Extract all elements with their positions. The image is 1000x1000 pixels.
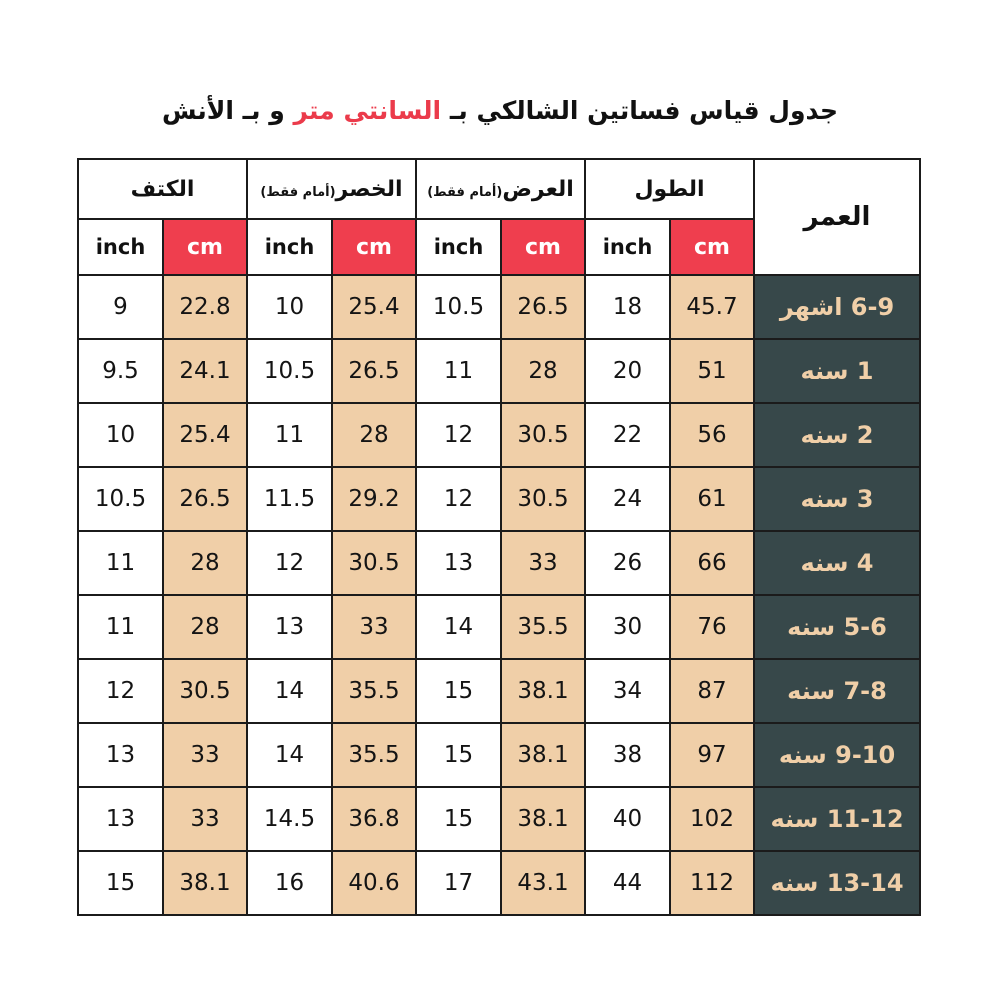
cell-age: 6-9 اشهر [754,275,920,339]
cell-width-cm: 35.5 [501,595,585,659]
cell-width-inch: 15 [416,659,501,723]
cell-shoulder-inch: 15 [78,851,163,915]
cell-waist-inch: 14 [247,659,332,723]
title-text-accent: السانتي متر [293,96,442,125]
table-header-groups [78,159,920,219]
column-group-width-label: العرض [502,176,574,202]
unit-header-waist-cm: cm [332,219,416,275]
cell-width-cm: 30.5 [501,403,585,467]
cell-length-cm: 45.7 [670,275,754,339]
unit-header-width-inch: inch [416,219,501,275]
cell-waist-inch: 14 [247,723,332,787]
cell-length-cm: 76 [670,595,754,659]
cell-shoulder-inch: 11 [78,595,163,659]
column-header-age: العمر [754,159,920,275]
cell-age: 7-8 سنه [754,659,920,723]
cell-shoulder-inch: 9.5 [78,339,163,403]
cell-width-inch: 12 [416,467,501,531]
cell-age: 1 سنه [754,339,920,403]
cell-age: 13-14 سنه [754,851,920,915]
cell-width-cm: 38.1 [501,787,585,851]
table-row [78,467,920,531]
cell-waist-cm: 28 [332,403,416,467]
unit-header-length-cm: cm [670,219,754,275]
cell-waist-cm: 26.5 [332,339,416,403]
column-group-waist-label: الخصر [335,176,403,202]
cell-shoulder-inch: 9 [78,275,163,339]
table-row [78,595,920,659]
cell-waist-cm: 40.6 [332,851,416,915]
cell-width-inch: 10.5 [416,275,501,339]
cell-age: 4 سنه [754,531,920,595]
cell-waist-inch: 13 [247,595,332,659]
column-group-length-label: الطول [634,176,705,202]
cell-waist-cm: 35.5 [332,723,416,787]
cell-shoulder-inch: 13 [78,723,163,787]
cell-waist-cm: 30.5 [332,531,416,595]
cell-width-inch: 11 [416,339,501,403]
cell-waist-inch: 14.5 [247,787,332,851]
table-row [78,403,920,467]
cell-age: 9-10 سنه [754,723,920,787]
cell-shoulder-inch: 12 [78,659,163,723]
column-group-waist-note: (أمام فقط) [260,184,336,200]
cell-length-cm: 66 [670,531,754,595]
cell-length-inch: 26 [585,531,670,595]
cell-width-inch: 12 [416,403,501,467]
cell-length-inch: 44 [585,851,670,915]
cell-shoulder-inch: 13 [78,787,163,851]
cell-waist-inch: 10.5 [247,339,332,403]
cell-width-inch: 15 [416,787,501,851]
cell-shoulder-cm: 24.1 [163,339,247,403]
cell-shoulder-cm: 22.8 [163,275,247,339]
cell-age: 2 سنه [754,403,920,467]
size-table [77,158,921,916]
cell-length-inch: 18 [585,275,670,339]
cell-length-cm: 112 [670,851,754,915]
cell-waist-inch: 11 [247,403,332,467]
column-group-shoulder-label: الكتف [130,176,195,202]
cell-width-cm: 33 [501,531,585,595]
cell-waist-inch: 12 [247,531,332,595]
cell-waist-cm: 35.5 [332,659,416,723]
title-text-before: جدول قياس فساتين الشالكي بـ [441,96,838,125]
table-row [78,531,920,595]
cell-length-cm: 87 [670,659,754,723]
page-title [0,96,1000,125]
title-text-after: و بـ الأنش [162,96,294,125]
size-table-container [79,158,921,916]
cell-waist-cm: 29.2 [332,467,416,531]
cell-length-inch: 40 [585,787,670,851]
cell-shoulder-cm: 30.5 [163,659,247,723]
unit-header-width-cm: cm [501,219,585,275]
cell-shoulder-inch: 10.5 [78,467,163,531]
cell-length-inch: 20 [585,339,670,403]
unit-header-shoulder-cm: cm [163,219,247,275]
table-row [78,787,920,851]
cell-length-cm: 56 [670,403,754,467]
cell-waist-inch: 10 [247,275,332,339]
cell-length-cm: 97 [670,723,754,787]
table-row [78,851,920,915]
cell-length-inch: 30 [585,595,670,659]
table-row [78,275,920,339]
cell-waist-cm: 36.8 [332,787,416,851]
cell-width-inch: 17 [416,851,501,915]
cell-length-inch: 34 [585,659,670,723]
cell-width-inch: 14 [416,595,501,659]
cell-length-cm: 61 [670,467,754,531]
cell-width-cm: 43.1 [501,851,585,915]
column-group-waist [247,159,416,219]
unit-header-shoulder-inch: inch [78,219,163,275]
cell-shoulder-cm: 38.1 [163,851,247,915]
column-group-width [416,159,585,219]
cell-width-cm: 38.1 [501,659,585,723]
cell-shoulder-cm: 33 [163,723,247,787]
cell-shoulder-cm: 33 [163,787,247,851]
cell-shoulder-cm: 25.4 [163,403,247,467]
cell-width-cm: 38.1 [501,723,585,787]
cell-length-cm: 51 [670,339,754,403]
cell-shoulder-inch: 10 [78,403,163,467]
cell-width-cm: 28 [501,339,585,403]
cell-waist-inch: 16 [247,851,332,915]
unit-header-length-inch: inch [585,219,670,275]
cell-shoulder-cm: 26.5 [163,467,247,531]
table-row [78,723,920,787]
cell-waist-cm: 25.4 [332,275,416,339]
cell-age: 3 سنه [754,467,920,531]
cell-waist-cm: 33 [332,595,416,659]
table-row [78,659,920,723]
column-group-length [585,159,754,219]
cell-waist-inch: 11.5 [247,467,332,531]
cell-age: 11-12 سنه [754,787,920,851]
cell-width-inch: 15 [416,723,501,787]
table-row [78,339,920,403]
column-group-width-note: (أمام فقط) [427,184,503,200]
cell-length-inch: 22 [585,403,670,467]
cell-length-inch: 24 [585,467,670,531]
cell-length-cm: 102 [670,787,754,851]
cell-shoulder-inch: 11 [78,531,163,595]
cell-age: 5-6 سنه [754,595,920,659]
cell-width-inch: 13 [416,531,501,595]
cell-width-cm: 26.5 [501,275,585,339]
cell-length-inch: 38 [585,723,670,787]
cell-width-cm: 30.5 [501,467,585,531]
cell-shoulder-cm: 28 [163,531,247,595]
cell-shoulder-cm: 28 [163,595,247,659]
column-group-shoulder [78,159,247,219]
unit-header-waist-inch: inch [247,219,332,275]
